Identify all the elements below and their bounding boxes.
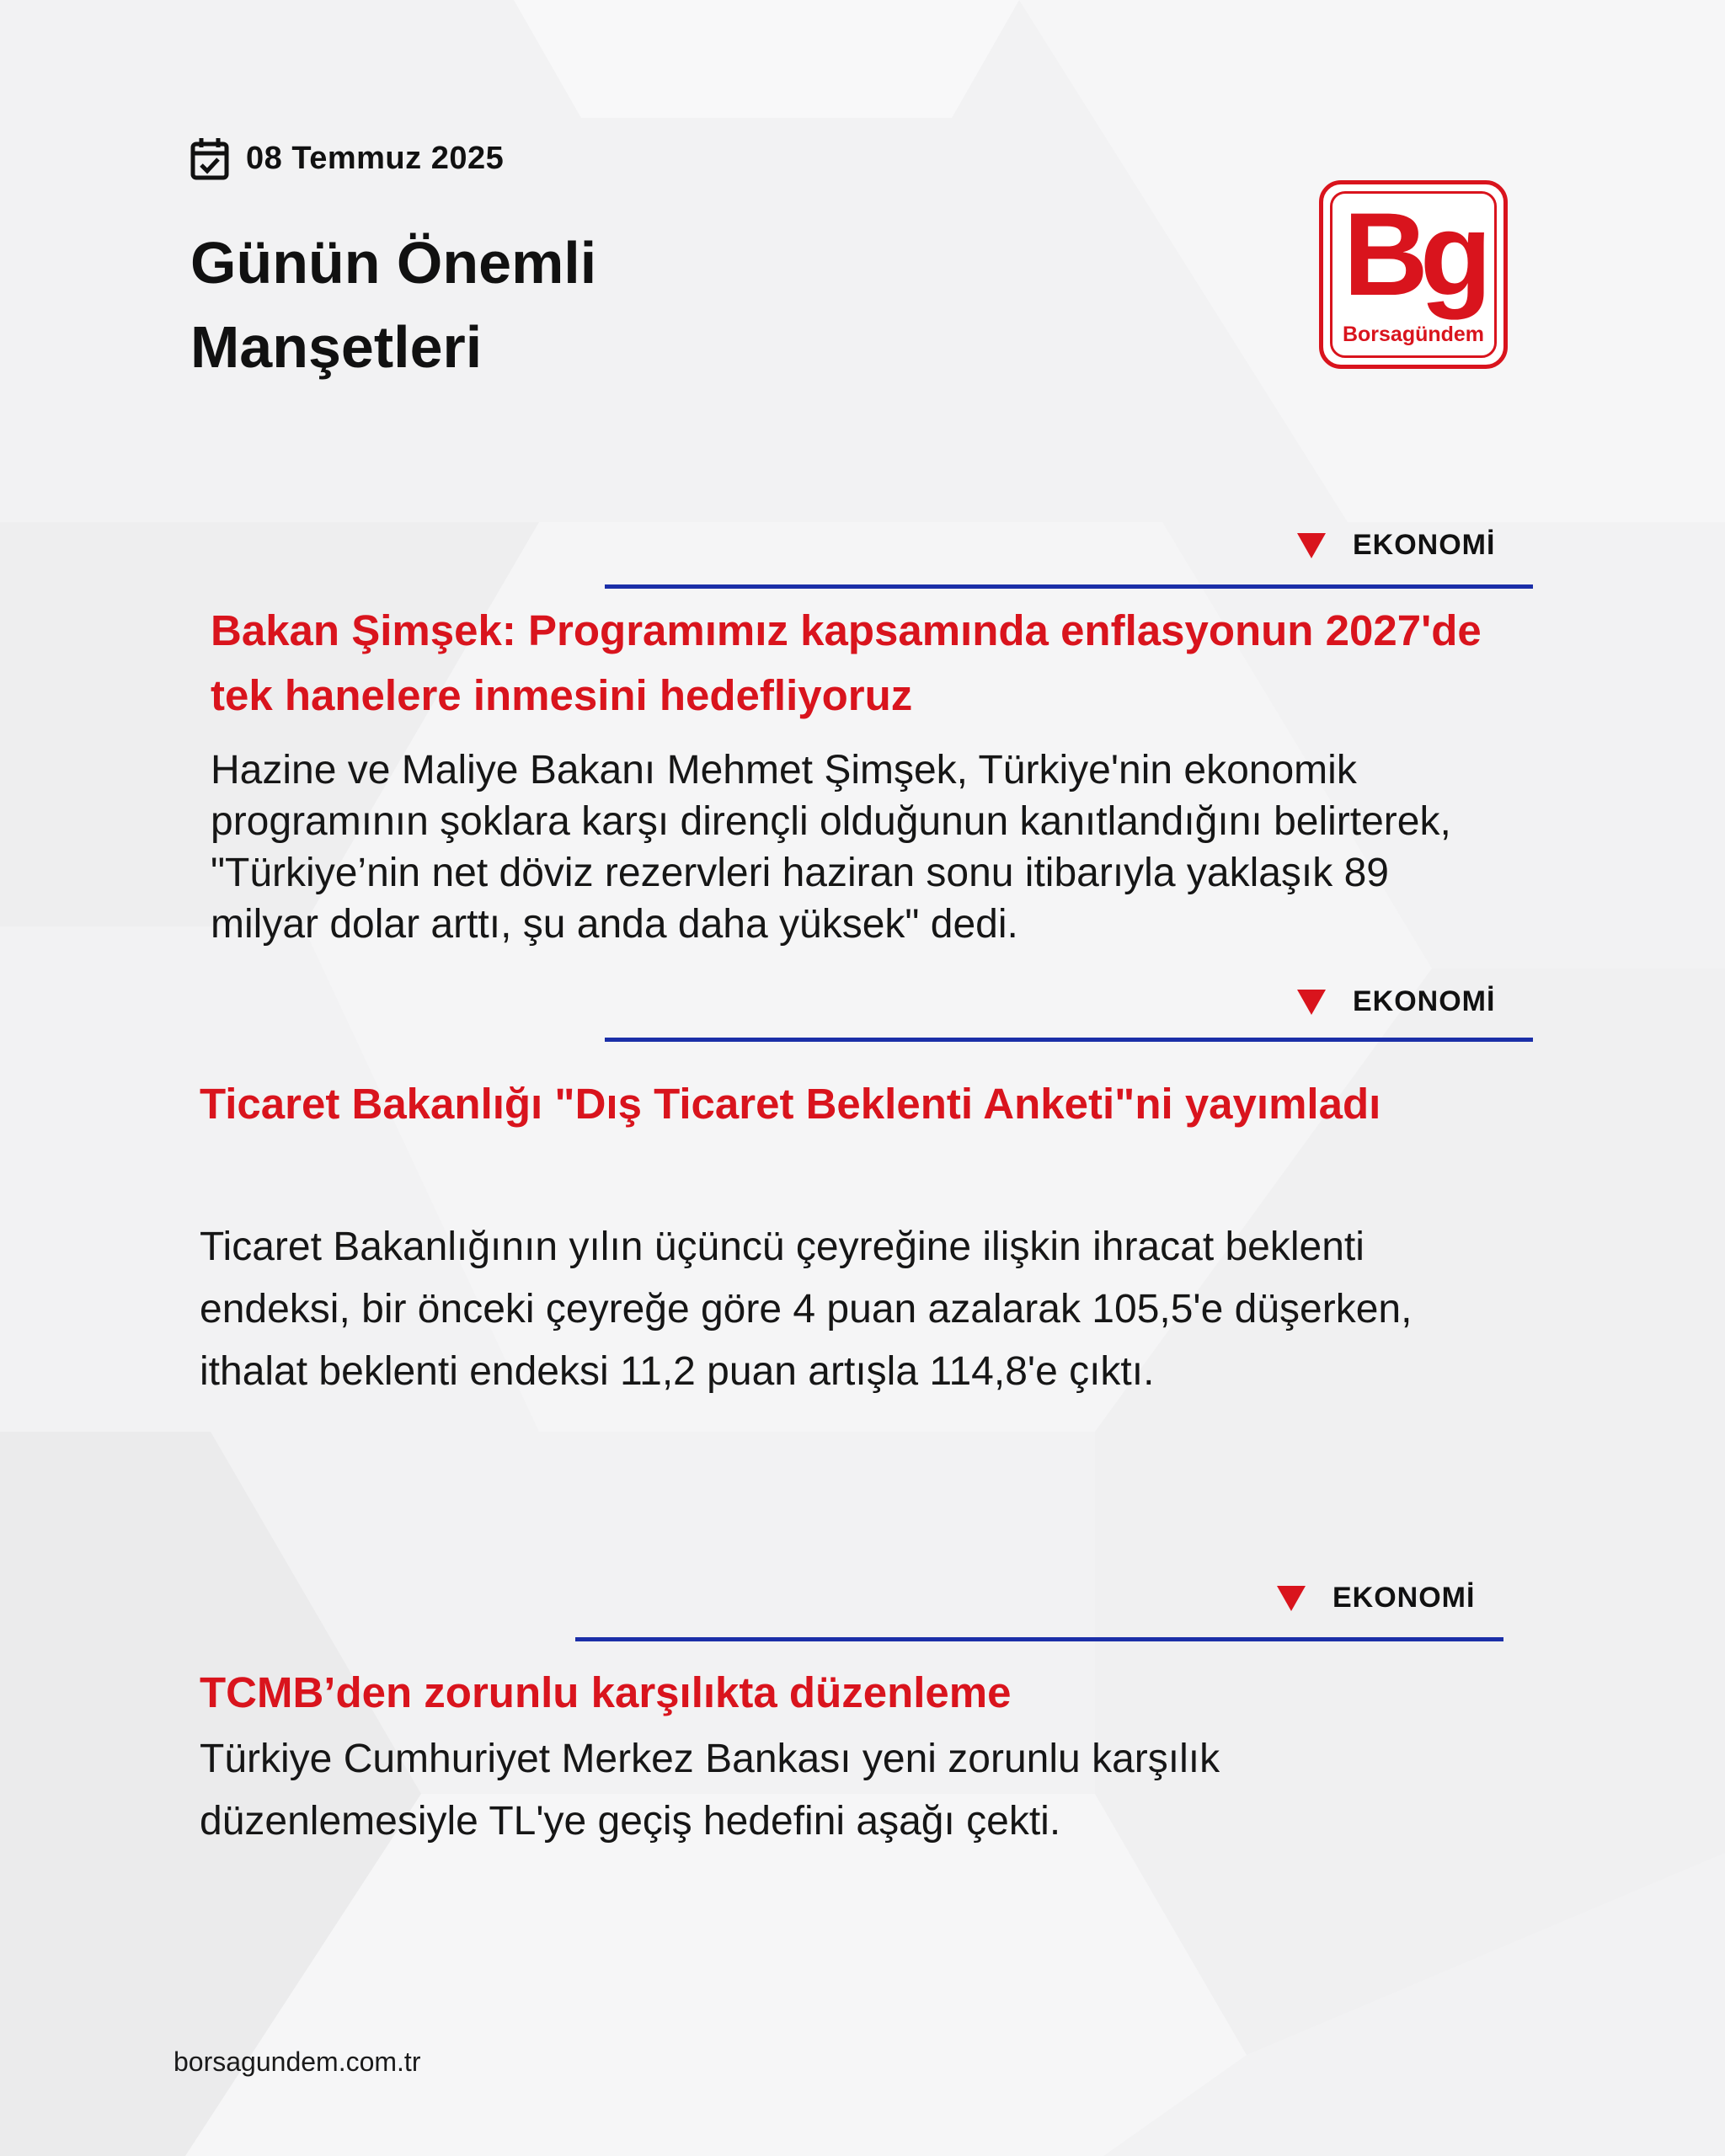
article-headline-2[interactable]: Ticaret Bakanlığı "Dış Ticaret Beklenti Anketi"ni yayımladı bbox=[200, 1080, 1381, 1128]
article-summary-1: Hazine ve Maliye Bakanı Mehmet Şimşek, Türkiye'nin ekonomik programının şoklara karşı dirençli olduğunun kanıtlandığını belirterek, "Türkiye’nin net döviz rezervleri haziran sonu itibarıyla yaklaşık 89 milyar dolar arttı, şu anda daha yüksek" dedi. bbox=[211, 748, 1451, 947]
category-tag-2[interactable] bbox=[1297, 985, 1495, 1018]
publish-date: 08 Temmuz 2025 bbox=[246, 140, 505, 176]
divider-3 bbox=[575, 1637, 1503, 1641]
divider-1 bbox=[605, 584, 1533, 589]
borsagundem-logo bbox=[1319, 180, 1508, 369]
article-summary-3: Türkiye Cumhuriyet Merkez Bankası yeni zorunlu karşılık düzenlemesiyle TL'ye geçiş hedefini aşağı çekti. bbox=[200, 1737, 1220, 1844]
category-label: EKONOMİ bbox=[1332, 1582, 1476, 1614]
footer-website-link[interactable]: borsagundem.com.tr bbox=[174, 2047, 421, 2077]
category-label: EKONOMİ bbox=[1353, 985, 1496, 1017]
category-tag-3[interactable] bbox=[1277, 1582, 1475, 1614]
calendar-check-icon bbox=[190, 136, 229, 180]
article-headline-1[interactable]: Bakan Şimşek: Programımız kapsamında enflasyonun 2027'de tek hanelere inmesini hedefliyoruz bbox=[211, 606, 1482, 719]
category-tag-1[interactable] bbox=[1297, 529, 1495, 562]
article-summary-2: Ticaret Bakanlığının yılın üçüncü çeyreğine ilişkin ihracat beklenti endeksi, bir önceki çeyreğe göre 4 puan azalarak 105,5'e düşerken, ithalat beklenti endeksi 11,2 puan artışla 114,8'e çıktı. bbox=[200, 1225, 1413, 1394]
category-label: EKONOMİ bbox=[1353, 529, 1496, 561]
logo-name: Borsagündem bbox=[1342, 323, 1485, 346]
logo-mark: Bg bbox=[1343, 188, 1484, 320]
triangle-down-icon bbox=[1297, 990, 1326, 1015]
date-row bbox=[190, 136, 504, 180]
divider-2 bbox=[605, 1038, 1533, 1042]
article-headline-3[interactable]: TCMB’den zorunlu karşılıkta düzenleme bbox=[200, 1668, 1012, 1716]
triangle-down-icon bbox=[1277, 1586, 1306, 1611]
page-title: Günün Önemli Manşetleri bbox=[190, 230, 597, 380]
triangle-down-icon bbox=[1297, 533, 1326, 558]
